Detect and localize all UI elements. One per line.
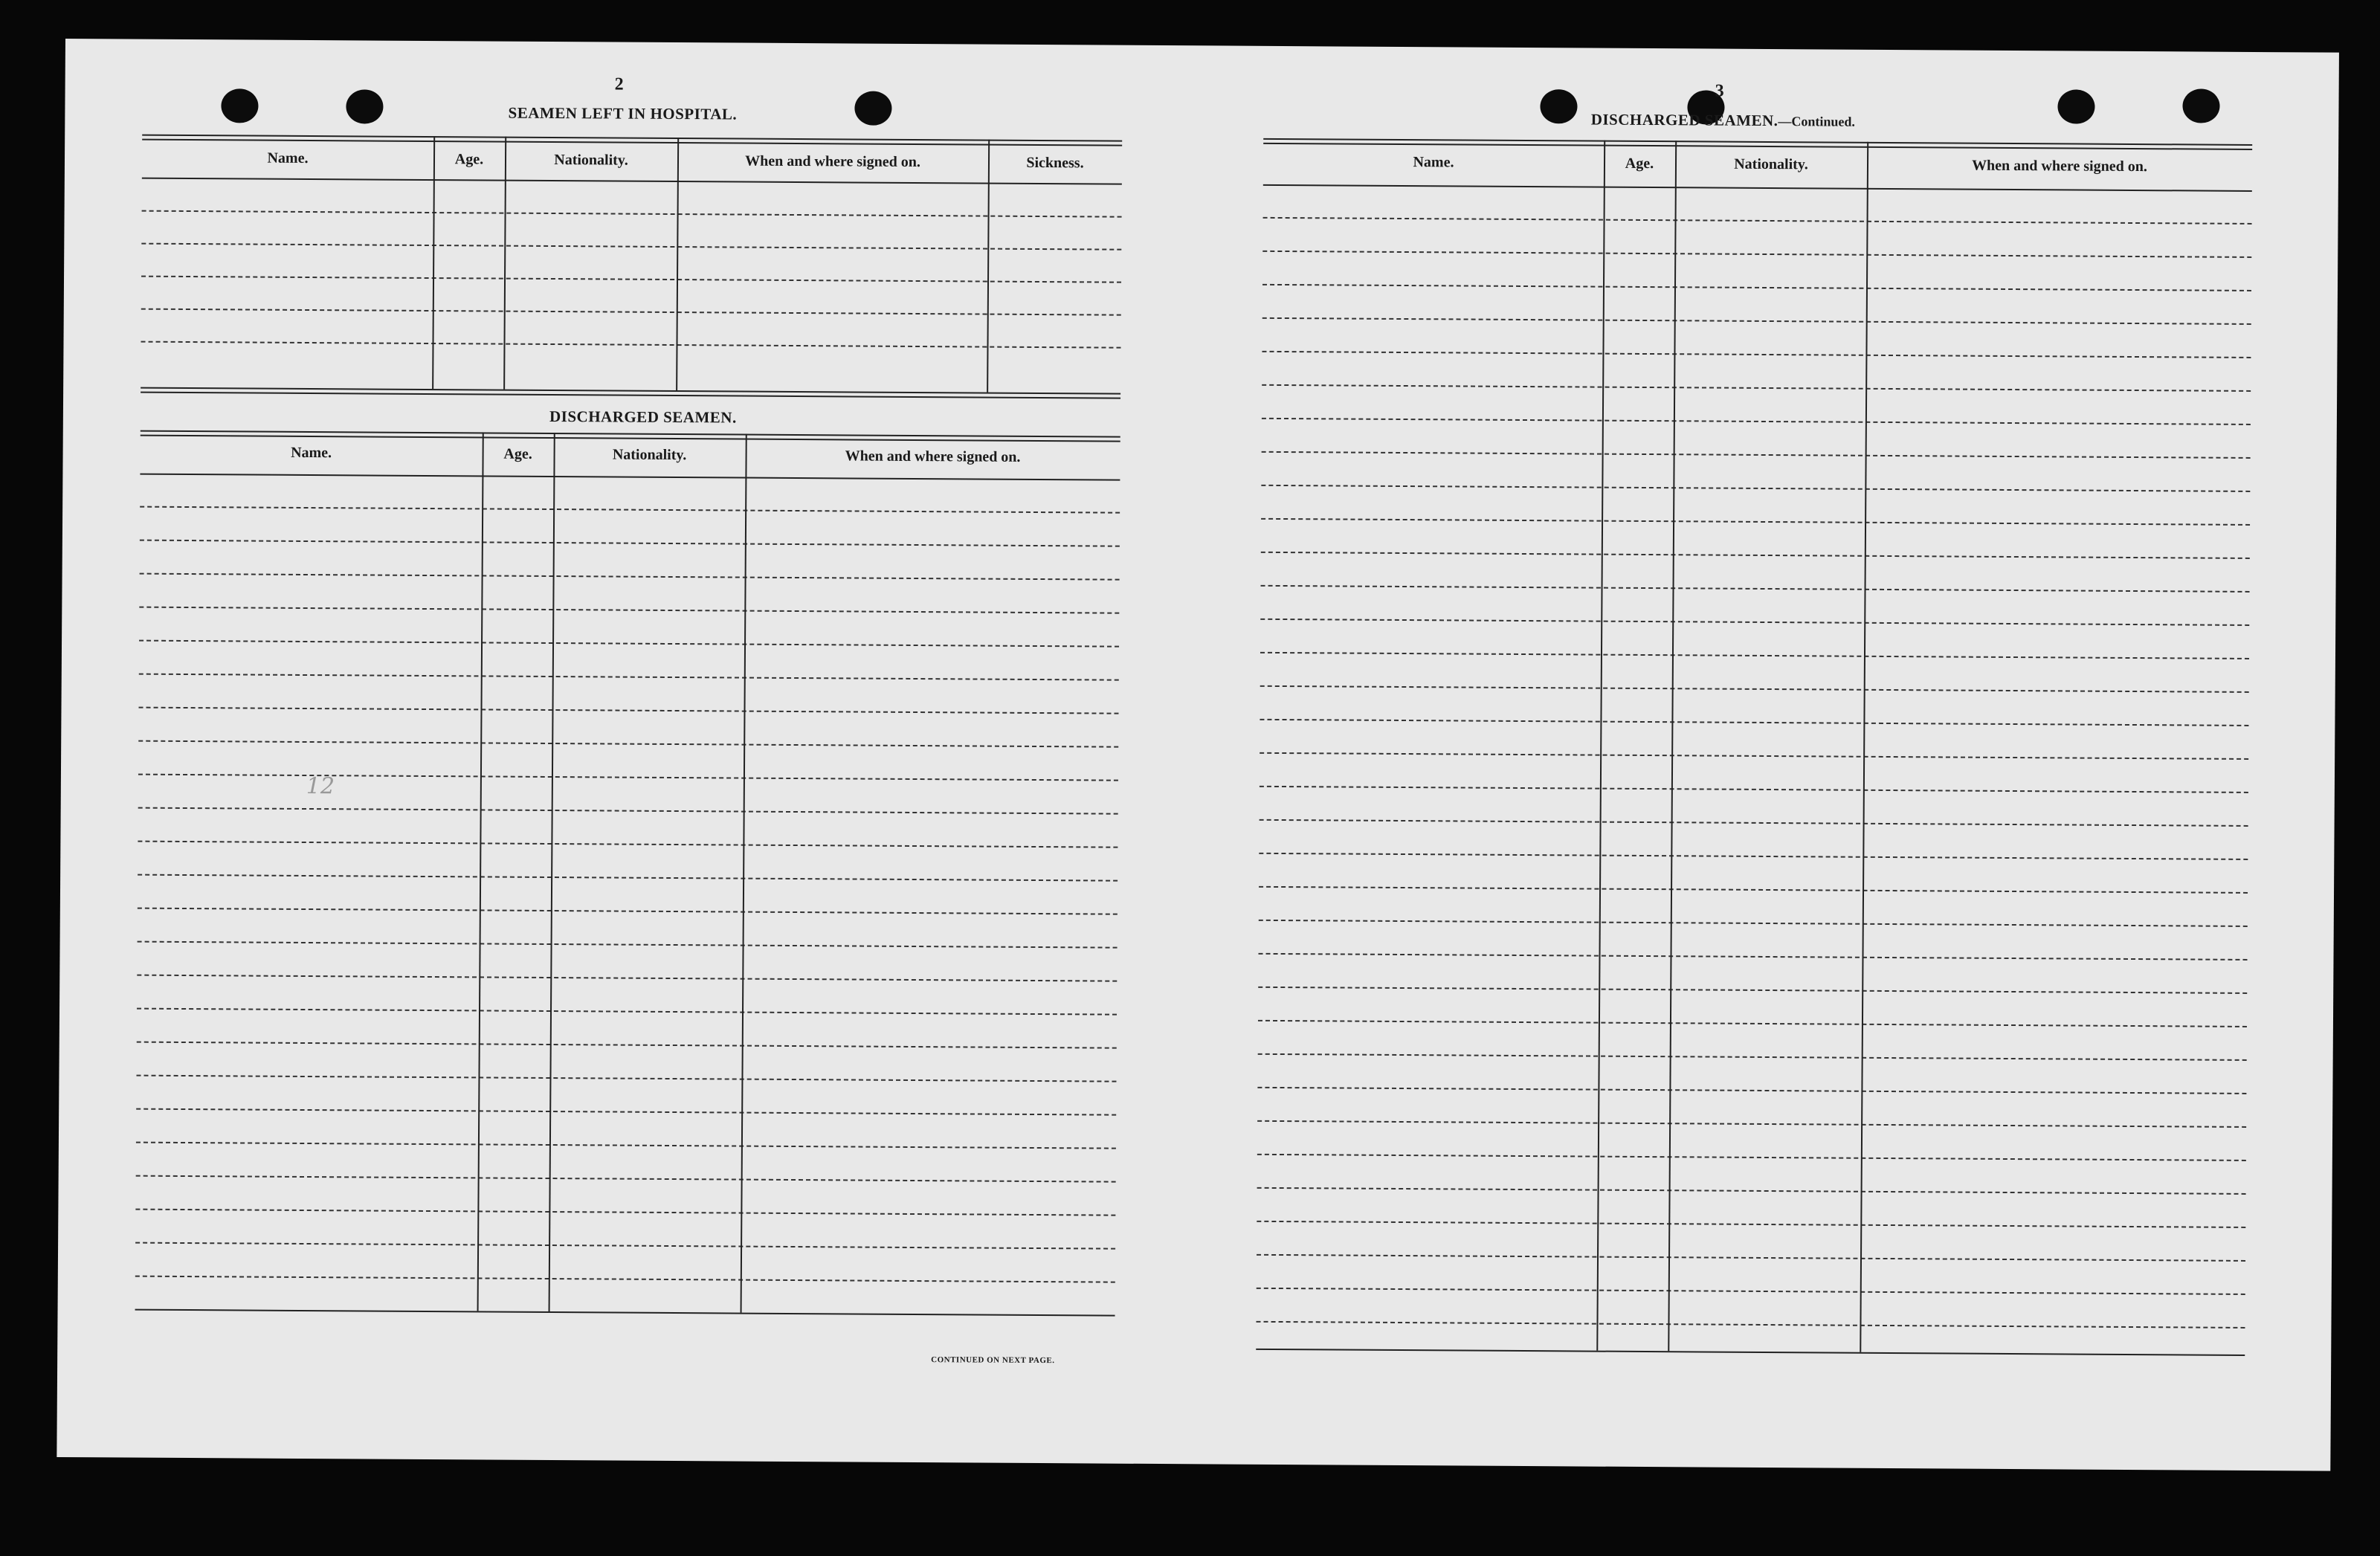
table-row [135,1209,1115,1216]
hospital-col-nationality: Nationality. [554,152,628,169]
table-row [138,874,1118,882]
table-row [139,674,1119,681]
table-row [1258,1053,2247,1061]
table-row [141,243,1121,251]
continued-col-nationality: Nationality. [1734,155,1808,173]
table-row [1261,552,2250,559]
margin-mark: 12 [306,772,335,800]
table-row [138,941,1118,949]
table-row [138,841,1118,848]
table-row [1261,485,2250,492]
table-row [1262,418,2251,425]
table-row [1260,685,2249,693]
table-row [142,210,1122,218]
table-row [1258,987,2247,994]
table-row [1257,1120,2246,1128]
table-row [1257,1221,2245,1228]
table-row [1257,1288,2245,1295]
discharged-col-age: Age. [503,445,532,462]
table-row [1262,384,2251,392]
discharged-col-signed-on: When and where signed on. [845,448,1021,465]
continued-col-age: Age. [1625,155,1654,172]
punch-hole [2057,89,2094,123]
table-row [1259,853,2248,860]
table-row [1258,1020,2247,1027]
discharged-continued-title-main: DISCHARGED SEAMEN. [1590,110,1778,130]
table-row [135,1242,1115,1250]
table-row [141,276,1121,283]
hospital-table [141,135,1122,408]
hospital-col-signed-on: When and where signed on. [745,152,920,171]
table-row [1259,920,2248,927]
continued-footnote: CONTINUED ON NEXT PAGE. [931,1355,1055,1366]
hospital-section-title: SEAMEN LEFT IN HOSPITAL. [508,103,738,123]
table-row [1262,351,2251,358]
table-row [141,341,1121,349]
discharged-col-nationality: Nationality. [612,446,687,464]
table-row [136,1175,1116,1183]
table-row [1257,1154,2246,1161]
table-row [1260,719,2248,726]
table-row [1260,786,2248,793]
table-row [140,506,1120,514]
punch-hole [346,89,383,123]
table-row [1259,953,2248,961]
table-row [135,1276,1115,1283]
table-row [1260,819,2248,827]
table-row [1262,317,2251,325]
punch-hole [221,88,258,123]
table-row [1257,1254,2245,1262]
table-row [1256,1321,2245,1329]
table-row [1257,1087,2246,1094]
table-row [137,975,1117,982]
table-row [1262,451,2251,459]
continued-col-signed-on: When and where signed on. [1972,157,2147,175]
hospital-col-age: Age. [454,151,484,168]
table-row [1260,619,2249,626]
table-row [136,1075,1116,1082]
discharged-continued-title-suffix: —Continued. [1778,114,1856,129]
table-row [1260,652,2249,659]
discharged-col-name: Name. [291,444,332,462]
table-row [138,774,1118,781]
discharged-section-title: DISCHARGED SEAMEN. [549,407,737,427]
table-row [1261,518,2250,526]
table-row [138,807,1118,815]
discharged-table [135,430,1120,1351]
discharged-continued-title [1544,110,1901,131]
table-row [139,607,1119,614]
manifest-spread [57,39,2339,1471]
table-row [1262,284,2251,291]
table-row [1261,585,2250,593]
table-row [1263,217,2252,225]
discharged-continued-table [1256,138,2252,1358]
page-number-left: 2 [614,74,624,94]
table-row [138,740,1118,748]
table-row [1262,251,2251,258]
table-row [1257,1187,2246,1195]
page-number-right: 3 [1715,81,1724,101]
punch-hole [854,91,891,125]
table-row [140,573,1120,581]
hospital-col-name: Name. [267,149,309,167]
hospital-col-sickness: Sickness. [1026,154,1084,172]
table-row [138,908,1118,915]
table-row [139,707,1119,714]
continued-col-name: Name. [1413,154,1454,171]
table-row [139,640,1119,648]
table-row [136,1142,1116,1149]
table-row [1259,886,2248,894]
table-row [140,540,1120,547]
table-row [1260,752,2248,760]
table-row [136,1108,1116,1116]
table-row [137,1042,1117,1049]
table-row [137,1008,1117,1016]
punch-hole [2182,88,2219,123]
table-row [141,309,1121,316]
